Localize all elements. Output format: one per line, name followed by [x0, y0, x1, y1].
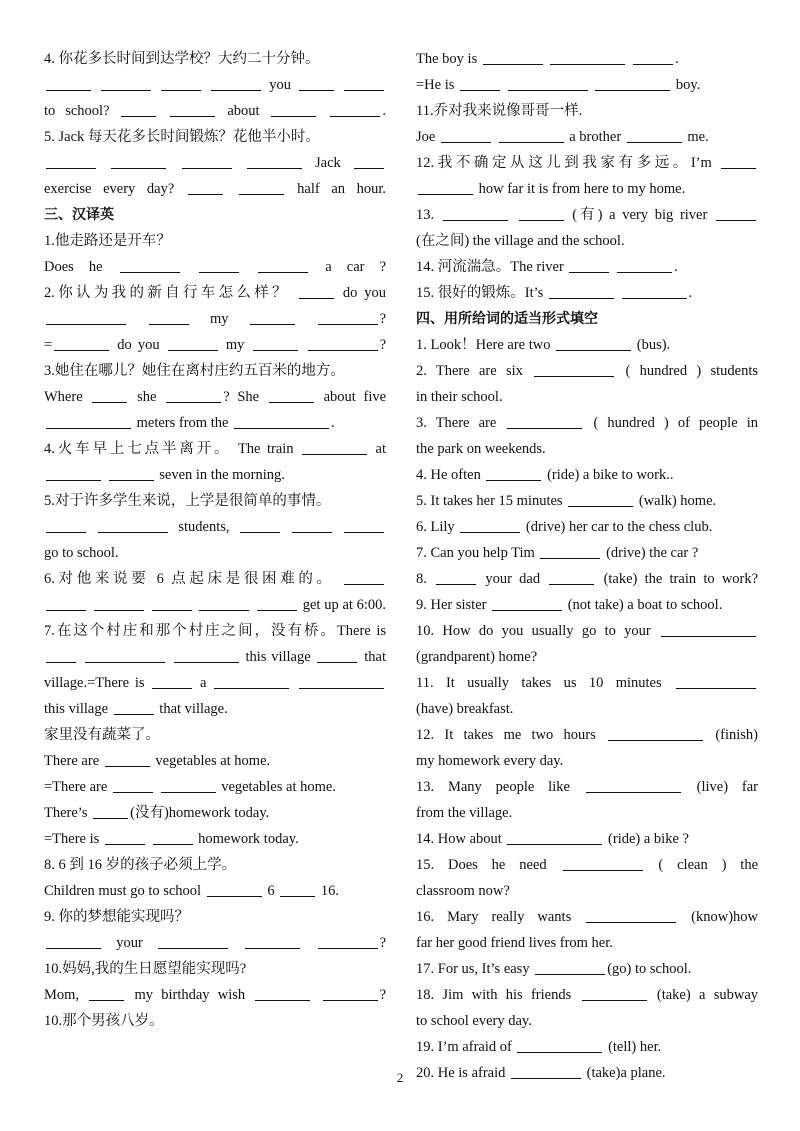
blank[interactable]	[308, 335, 378, 351]
blank[interactable]	[46, 309, 126, 325]
blank[interactable]	[586, 777, 681, 793]
f19: 19. I’m afraid of (tell) her.	[416, 1039, 662, 1055]
blank[interactable]	[661, 621, 756, 637]
blank[interactable]	[121, 101, 156, 117]
blank[interactable]	[330, 101, 380, 117]
blank[interactable]	[152, 673, 192, 689]
s3-line-1: Where she ? She about five	[44, 389, 386, 405]
blank[interactable]	[101, 75, 151, 91]
f16-line-2: far her good friend lives from her.	[416, 935, 613, 951]
blank[interactable]	[586, 907, 676, 923]
blank[interactable]	[46, 595, 86, 611]
page-number: 2	[396, 1070, 404, 1085]
f13-line-1: 13. Many people like (live) far	[416, 779, 758, 795]
blank[interactable]	[460, 75, 500, 91]
blank[interactable]	[302, 439, 367, 455]
s8-chinese: 8. 6 到 16 岁的孩子必须上学。	[44, 857, 237, 873]
q4-line-1: you	[44, 72, 386, 98]
f12-line-1: 12. It takes me two hours (finish)	[416, 727, 758, 743]
blank[interactable]	[93, 803, 128, 819]
s6-line: get up at 6:00.	[44, 592, 386, 618]
s3-chinese: 3.她住在哪儿？她住在离村庄约五百米的地方。	[44, 363, 345, 379]
right-column	[416, 46, 758, 1086]
blank[interactable]	[344, 75, 384, 91]
s5-chinese: 5.对于许多学生来说，上学是很简单的事情。	[44, 493, 331, 509]
blank[interactable]	[54, 335, 109, 351]
s1-line: Does he a car ?	[44, 259, 386, 275]
q4-chinese: 4. 你花多长时间到达学校？大约二十分钟。	[44, 51, 320, 67]
r15-line: 15. 很好的锻炼。It’s .	[416, 285, 693, 301]
r14-line: 14. 河流湍急。The river .	[416, 259, 678, 275]
s3-line-2: meters from the .	[44, 410, 386, 436]
blank[interactable]	[721, 153, 756, 169]
blank[interactable]	[149, 309, 189, 325]
blank[interactable]	[517, 1037, 602, 1053]
blank[interactable]	[492, 595, 562, 611]
blank[interactable]	[354, 153, 384, 169]
s7-line-3: this village that village.	[44, 701, 228, 717]
blank[interactable]	[299, 75, 334, 91]
f11-line-1: 11. It usually takes us 10 minutes	[416, 670, 758, 696]
blank[interactable]	[245, 933, 300, 949]
blank[interactable]	[161, 75, 201, 91]
blank[interactable]	[207, 881, 262, 897]
f3-line-2: the park on weekends.	[416, 441, 546, 457]
blank[interactable]	[46, 517, 86, 533]
f15-line-1: 15. Does he need ( clean ) the	[416, 857, 758, 873]
blank[interactable]	[535, 959, 605, 975]
blank[interactable]	[418, 179, 473, 195]
blank[interactable]	[280, 881, 315, 897]
blank[interactable]	[158, 933, 228, 949]
blank[interactable]	[460, 517, 520, 533]
blank[interactable]	[46, 647, 76, 663]
blank[interactable]	[344, 517, 384, 533]
blank[interactable]	[483, 49, 543, 65]
blank[interactable]	[105, 751, 150, 767]
blank[interactable]	[344, 569, 384, 585]
f10-line-2: (grandparent) home?	[416, 649, 538, 665]
blank[interactable]	[486, 465, 541, 481]
blank[interactable]	[105, 829, 145, 845]
blank[interactable]	[114, 699, 154, 715]
section-3-heading: 三、汉译英	[44, 207, 114, 223]
f18-line-1: 18. Jim with his friends (take) a subway	[416, 987, 758, 1003]
blank[interactable]	[299, 283, 334, 299]
blank[interactable]	[550, 49, 625, 65]
blank[interactable]	[569, 257, 609, 273]
blank[interactable]	[258, 257, 308, 273]
left-column	[44, 46, 386, 1034]
section-4-heading: 四、用所给词的适当形式填空	[416, 311, 598, 327]
f6: 6. Lily (drive) her car to the chess club.	[416, 519, 713, 535]
s10b-chinese: 10.那个男孩八岁。	[44, 1013, 164, 1029]
f1: 1. Look！Here are two (bus).	[416, 337, 671, 353]
f11-line-2: (have) breakfast.	[416, 701, 514, 717]
blank[interactable]	[240, 517, 280, 533]
blank[interactable]	[622, 283, 687, 299]
blank[interactable]	[46, 465, 101, 481]
s7c-line-2: =There is homework today.	[44, 831, 299, 847]
blank[interactable]	[269, 387, 314, 403]
blank[interactable]	[92, 387, 127, 403]
blank[interactable]	[250, 309, 295, 325]
f18-line-2: to school every day.	[416, 1013, 532, 1029]
blank[interactable]	[89, 985, 124, 1001]
s8-line: Children must go to school 6 16.	[44, 883, 339, 899]
q5-line-1: Jack	[44, 150, 386, 176]
s7c-line-1: There’s (没有)homework today.	[44, 805, 270, 821]
f2-line-2: in their school.	[416, 389, 503, 405]
blank[interactable]	[318, 933, 378, 949]
f5: 5. It takes her 15 minutes (walk) home.	[416, 493, 717, 509]
blank[interactable]	[519, 205, 564, 221]
s4-line-1: 4.火车早上七点半离开。 The train at	[44, 441, 386, 457]
blank[interactable]	[508, 75, 588, 91]
blank[interactable]	[253, 335, 298, 351]
blank[interactable]	[441, 127, 491, 143]
s7-line-2: village.=There is a	[44, 670, 386, 696]
s2-line-2: = do you my ?	[44, 337, 386, 353]
blank[interactable]	[98, 517, 168, 533]
blank[interactable]	[46, 75, 91, 91]
blank[interactable]	[255, 985, 310, 1001]
s7-line-1: this village that	[44, 644, 386, 670]
blank[interactable]	[292, 517, 332, 533]
s7b-line-2: =There are vegetables at home.	[44, 779, 336, 795]
f10-line-1: 10. How do you usually go to your	[416, 618, 758, 644]
blank[interactable]	[161, 777, 216, 793]
blank[interactable]	[627, 127, 682, 143]
blank[interactable]	[188, 179, 223, 195]
blank[interactable]	[317, 647, 357, 663]
s1-chinese: 1.他走路还是开车？	[44, 233, 171, 249]
blank[interactable]	[239, 179, 284, 195]
blank[interactable]	[549, 283, 614, 299]
r11-line: Joe a brother me.	[416, 129, 709, 145]
blank[interactable]	[549, 569, 594, 585]
s10-line: Mom, my birthday wish ?	[44, 987, 386, 1003]
blank[interactable]	[152, 595, 192, 611]
f20: 20. He is afraid (take)a plane.	[416, 1065, 666, 1081]
s2-chinese: 2.你认为我的新自行车怎么样？ do you	[44, 285, 386, 301]
r13-line-2: (在之间) the village and the school.	[416, 233, 625, 249]
blank[interactable]	[617, 257, 672, 273]
f17: 17. For us, It’s easy (go) to school.	[416, 961, 692, 977]
s6-chinese: 6.对他来说要 6 点起床是很困难的。	[44, 566, 386, 592]
s10-chinese: 10.妈妈,我的生日愿望能实现吗?	[44, 961, 247, 977]
blank[interactable]	[257, 595, 297, 611]
f3-line-1: 3. There are ( hundred ) of people in	[416, 415, 758, 431]
s7b-chinese: 家里没有蔬菜了。	[44, 727, 160, 743]
blank[interactable]	[111, 153, 166, 169]
r12-chinese: 12.我不确定从这儿到我家有多远。I’m	[416, 150, 758, 176]
s7-chinese: 7.在这个村庄和那个村庄之间，没有桥。There is	[44, 623, 386, 639]
boy-line-1: The boy is .	[416, 51, 679, 67]
blank[interactable]	[716, 205, 756, 221]
blank[interactable]	[182, 153, 232, 169]
blank[interactable]	[214, 673, 289, 689]
blank[interactable]	[499, 127, 564, 143]
blank[interactable]	[608, 725, 703, 741]
blank[interactable]	[436, 569, 476, 585]
blank[interactable]	[46, 933, 101, 949]
boy-line-2: =He is boy.	[416, 77, 701, 93]
blank[interactable]	[166, 387, 221, 403]
blank[interactable]	[174, 647, 239, 663]
blank[interactable]	[211, 75, 261, 91]
q4-line-2: to school? about .	[44, 103, 386, 119]
blank[interactable]	[199, 257, 239, 273]
blank[interactable]	[443, 205, 508, 221]
blank[interactable]	[247, 153, 302, 169]
blank[interactable]	[323, 985, 378, 1001]
blank[interactable]	[170, 101, 215, 117]
f2-line-1: 2. There are six ( hundred ) students	[416, 363, 758, 379]
s9-line: your ?	[44, 930, 386, 956]
blank[interactable]	[46, 413, 131, 429]
q5-line-2: exercise every day? half an hour.	[44, 181, 386, 197]
blank[interactable]	[120, 257, 180, 273]
blank[interactable]	[199, 595, 249, 611]
blank[interactable]	[85, 647, 165, 663]
blank[interactable]	[271, 101, 316, 117]
blank[interactable]	[507, 413, 582, 429]
q5-chinese: 5. Jack 每天花多长时间锻炼？花他半小时。	[44, 129, 320, 145]
s4-line-2: seven in the morning.	[44, 462, 386, 488]
f8: 8. your dad (take) the train to work?	[416, 571, 758, 587]
f7: 7. Can you help Tim (drive) the car ?	[416, 545, 699, 561]
f4: 4. He often (ride) a bike to work..	[416, 467, 674, 483]
s5-line-2: go to school.	[44, 545, 119, 561]
blank[interactable]	[633, 49, 673, 65]
blank[interactable]	[568, 491, 633, 507]
blank[interactable]	[540, 543, 600, 559]
blank[interactable]	[299, 673, 384, 689]
blank[interactable]	[234, 413, 329, 429]
r11-chinese: 11.乔对我来说像哥哥一样.	[416, 103, 583, 119]
f14: 14. How about (ride) a bike ?	[416, 831, 689, 847]
blank[interactable]	[94, 595, 144, 611]
blank[interactable]	[113, 777, 153, 793]
blank[interactable]	[168, 335, 218, 351]
blank[interactable]	[563, 855, 643, 871]
s2-line-1: my ?	[44, 306, 386, 332]
r13-line-1: 13. (有) a very big river	[416, 202, 758, 228]
blank[interactable]	[46, 153, 96, 169]
blank[interactable]	[582, 985, 647, 1001]
f16-line-1: 16. Mary really wants (know)how	[416, 909, 758, 925]
f12-line-2: my homework every day.	[416, 753, 564, 769]
f9: 9. Her sister (not take) a boat to school.	[416, 597, 723, 613]
s7b-line-1: There are vegetables at home.	[44, 753, 271, 769]
blank[interactable]	[109, 465, 154, 481]
blank[interactable]	[507, 829, 602, 845]
blank[interactable]	[676, 673, 756, 689]
r12-line: how far it is from here to my home.	[416, 176, 758, 202]
blank[interactable]	[534, 361, 614, 377]
f13-line-2: from the village.	[416, 805, 513, 821]
blank[interactable]	[556, 335, 631, 351]
blank[interactable]	[153, 829, 193, 845]
blank[interactable]	[595, 75, 670, 91]
blank[interactable]	[318, 309, 378, 325]
s5-line-1: students,	[44, 514, 386, 540]
s9-chinese: 9. 你的梦想能实现吗？	[44, 909, 189, 925]
f15-line-2: classroom now?	[416, 883, 510, 899]
